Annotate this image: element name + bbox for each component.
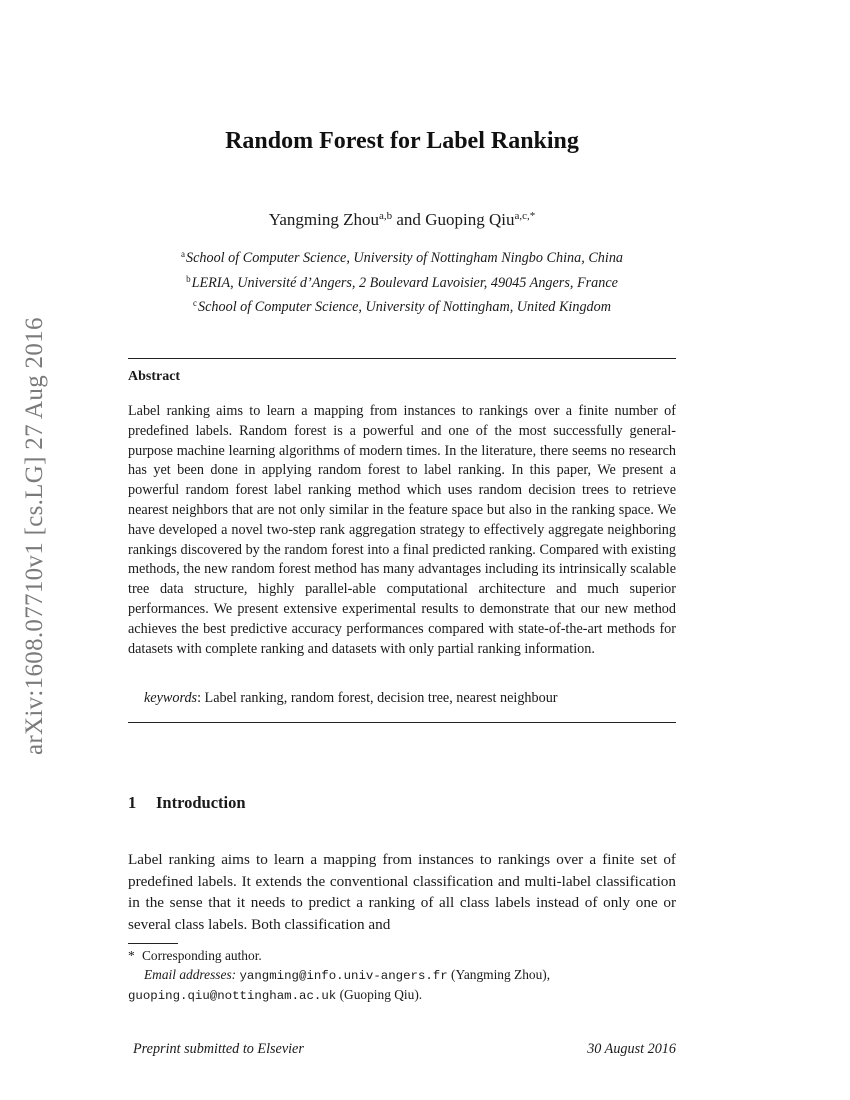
paper-title: Random Forest for Label Ranking	[225, 128, 579, 154]
author-name: Guoping Qiu	[425, 210, 515, 229]
footnote-rule	[128, 943, 178, 944]
author-line	[128, 210, 676, 230]
email-address[interactable]: guoping.qiu@nottingham.ac.uk	[128, 989, 337, 1003]
affiliation-mark: a	[180, 249, 185, 259]
affiliation-mark: b	[186, 274, 191, 284]
affiliation-mark: c	[193, 298, 198, 308]
section-heading	[128, 793, 246, 813]
affiliation	[128, 249, 676, 267]
keywords-line	[144, 690, 558, 707]
email-owner: (Yangming Zhou),	[451, 967, 551, 982]
email-label: Email addresses:	[144, 967, 237, 982]
section-number: 1	[128, 793, 137, 812]
keywords-label: keywords	[144, 690, 198, 706]
corresponding-author-note: Corresponding author.	[142, 948, 262, 963]
footnote-email-line	[144, 967, 704, 983]
author-affiliation-marks: a,b	[379, 210, 393, 222]
affiliation	[128, 298, 676, 316]
author-conjunction: and	[396, 210, 421, 229]
email-owner: (Guoping Qiu).	[339, 987, 423, 1002]
introduction-paragraph: Label ranking aims to learn a mapping from instances to rankings over a finite set of predefined labels. It extends the conventional classification and multi-label classification in the sense that it needs to predict a ranking of all class labels instead of only one or several class labels. Both classification and	[128, 851, 676, 933]
footnote-corresponding	[128, 948, 688, 964]
abstract-bottom-rule	[128, 722, 676, 723]
abstract-heading: Abstract	[128, 369, 181, 384]
footnote-star: *	[128, 948, 135, 963]
email-address[interactable]: yangming@info.univ-angers.fr	[239, 969, 448, 983]
footer-date: 30 August 2016	[587, 1041, 676, 1057]
author-name: Yangming Zhou	[268, 210, 379, 229]
affiliation-text: School of Computer Science, University of Nottingham Ningbo China, China	[185, 250, 624, 266]
author-affiliation-marks: a,c,*	[514, 210, 536, 222]
footer-preprint-note: Preprint submitted to Elsevier	[133, 1041, 304, 1057]
section-title: Introduction	[156, 793, 246, 812]
arxiv-identifier: arXiv:1608.07710v1 [cs.LG] 27 Aug 2016	[21, 317, 48, 755]
abstract-top-rule	[128, 358, 676, 359]
affiliation-text: LERIA, Université d’Angers, 2 Boulevard Lavoisier, 49045 Angers, France	[191, 275, 618, 291]
affiliation	[128, 274, 676, 292]
footnote-email-line	[128, 987, 688, 1003]
abstract-body: Label ranking aims to learn a mapping from instances to rankings over a finite number of predefined labels. Random forest is a powerful and one of the most successfully general-purpose machine learning algorithms of modern times. In the literature, there seems no research has yet been done in applying random forest to label ranking. In this paper, We present a powerful random forest label ranking method which uses random decision trees to retrieve nearest neighbors that are not only similar in the feature space but also in the ranking space. We have developed a novel two-step rank aggregation strategy to effectively aggregate neighboring rankings discovered by the random forest into a final predicted ranking. Compared with existing methods, the new random forest method has many advantages including its intrinsically scalable tree data structure, highly parallel-able computational architecture and much superior performances. We present extensive experimental results to demonstrate that our new method achieves the best predictive accuracy performances compared with state-of-the-art methods for datasets with complete ranking and datasets with only partial ranking information.	[128, 403, 676, 657]
affiliation-text: School of Computer Science, University of Nottingham, United Kingdom	[198, 299, 611, 315]
keywords-text: : Label ranking, random forest, decision tree, nearest neighbour	[197, 690, 558, 706]
